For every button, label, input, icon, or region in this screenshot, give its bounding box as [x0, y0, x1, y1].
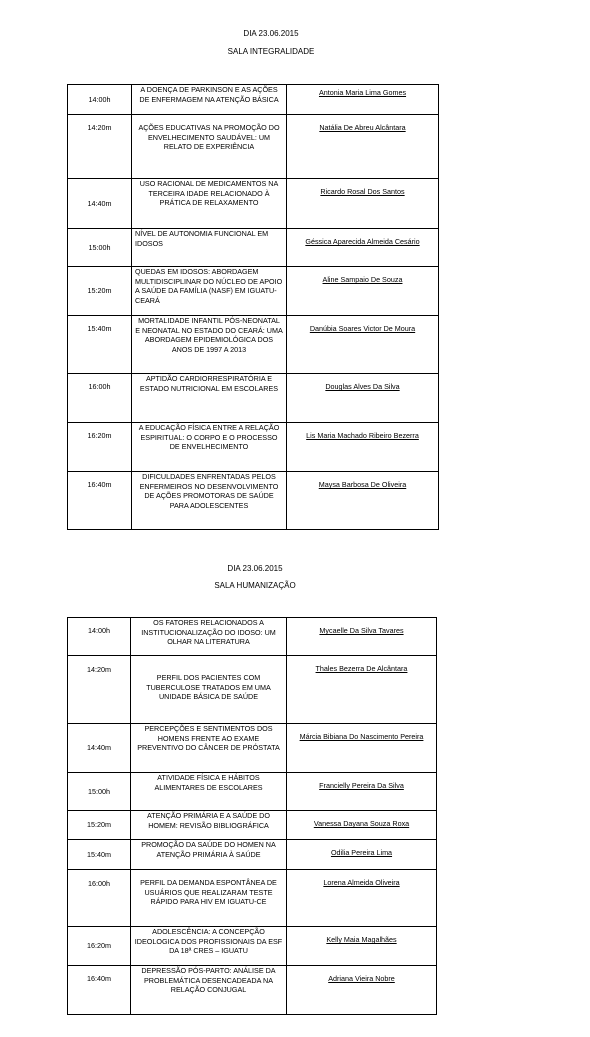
title-text: DEPRESSÃO PÓS-PARTO: ANÁLISE DA PROBLEMÁTICA DESENCADEADA NA RELAÇÃO CONJUGAL [141, 966, 276, 995]
author-link[interactable]: Kelly Maia Magalhães [326, 935, 397, 944]
title-text: AÇÕES EDUCATIVAS NA PROMOÇÃO DO ENVELHECIMENTO SAUDÁVEL: UM RELATO DE EXPERIÊNCIA [138, 123, 280, 152]
table-row [68, 724, 437, 773]
author-cell [287, 811, 437, 840]
time-cell: 16:00h [68, 870, 131, 927]
title-text: A DOENÇA DE PARKINSON E AS AÇÕES DE ENFERMAGEM NA ATENÇÃO BÁSICA [139, 85, 279, 104]
title-cell [131, 724, 287, 773]
author-link[interactable]: Danúbia Soares Victor De Moura [309, 324, 416, 333]
title-cell [132, 472, 287, 530]
time-cell: 14:00h [68, 85, 132, 115]
session-date: DIA 23.06.2015 [227, 564, 283, 573]
title-cell [132, 85, 287, 115]
author-cell [287, 85, 439, 115]
title-cell [132, 115, 287, 179]
time-cell: 15:20m [68, 267, 132, 316]
table-row [68, 811, 437, 840]
author-link[interactable]: Lis Maria Machado Ribeiro Bezerra [306, 431, 419, 440]
author-cell [287, 656, 437, 724]
title-cell [131, 927, 287, 966]
title-cell [131, 773, 287, 811]
author-link[interactable]: Márcia Bibiana Do Nascimento Pereira [299, 732, 424, 741]
author-link[interactable]: Francielly Pereira Da Silva [319, 781, 404, 790]
table-row [68, 179, 439, 229]
author-cell [287, 840, 437, 870]
author-link[interactable]: Maysa Barbosa De Oliveira [318, 480, 407, 489]
author-link[interactable]: Géssica Aparecida Almeida Cesário [305, 237, 420, 246]
time-cell: 14:00h [68, 618, 131, 656]
table-row [68, 773, 437, 811]
table-row [68, 229, 439, 267]
time-cell: 14:40m [68, 179, 132, 229]
title-cell [132, 423, 287, 472]
time-cell: 16:40m [68, 966, 131, 1015]
title-text: PERFIL DA DEMANDA ESPONTÂNEA DE USUÁRIOS QUE REALIZARAM TESTE RÁPIDO PARA HIV EM IGUATU-CE [140, 878, 277, 907]
title-cell [132, 374, 287, 423]
author-link[interactable]: Lorena Almeida Oliveira [323, 878, 400, 887]
author-link[interactable]: Thales Bezerra De Alcântara [315, 664, 408, 673]
title-cell [132, 267, 287, 316]
table-row [68, 472, 439, 530]
author-link[interactable]: Mycaelle Da Silva Tavares [319, 626, 404, 635]
author-cell [287, 618, 437, 656]
table-row [68, 267, 439, 316]
time-cell: 16:40m [68, 472, 132, 530]
title-text: DIFICULDADES ENFRENTADAS PELOS ENFERMEIROS NO DESENVOLVIMENTO DE AÇÕES PROMOTORAS DE SAÚDE PARA ADOLESCENTES [139, 472, 279, 510]
time-cell: 14:20m [68, 656, 131, 724]
title-cell [131, 618, 287, 656]
author-link[interactable]: Aline Sampaio De Souza [322, 275, 403, 284]
table-row [68, 85, 439, 115]
session-date: DIA 23.06.2015 [243, 29, 299, 38]
time-cell: 16:20m [68, 927, 131, 966]
table-row [68, 618, 437, 656]
author-link[interactable]: Douglas Alves Da Silva [325, 382, 400, 391]
author-link[interactable]: Antonia Maria Lima Gomes [318, 88, 407, 97]
title-cell [131, 966, 287, 1015]
title-text: NÍVEL DE AUTONOMIA FUNCIONAL EM IDOSOS [135, 229, 269, 248]
table-row [68, 316, 439, 374]
table-row [68, 870, 437, 927]
author-cell [287, 316, 439, 374]
author-cell [287, 927, 437, 966]
author-cell [287, 374, 439, 423]
title-cell [131, 870, 287, 927]
title-cell [132, 179, 287, 229]
schedule-table-humanizacao [67, 617, 437, 1015]
author-link[interactable]: Natália De Abreu Alcântara [319, 123, 406, 132]
author-cell [287, 472, 439, 530]
author-link[interactable]: Ricardo Rosal Dos Santos [320, 187, 405, 196]
title-text: PERCEPÇÕES E SENTIMENTOS DOS HOMENS FRENTE AO EXAME PREVENTIVO DO CÂNCER DE PRÓSTATA [137, 724, 280, 753]
session-room: SALA INTEGRALIDADE [227, 47, 315, 56]
time-cell: 14:40m [68, 724, 131, 773]
author-cell [287, 966, 437, 1015]
title-cell [131, 656, 287, 724]
title-text: PERFIL DOS PACIENTES COM TUBERCULOSE TRATADOS EM UMA UNIDADE BÁSICA DE SAÚDE [146, 673, 271, 702]
title-text: A EDUCAÇÃO FÍSICA ENTRE A RELAÇÃO ESPIRITUAL: O CORPO E O PROCESSO DE ENVELHECIMENTO [138, 423, 280, 452]
author-cell [287, 870, 437, 927]
time-cell: 15:00h [68, 229, 132, 267]
title-cell [131, 811, 287, 840]
time-cell: 15:40m [68, 316, 132, 374]
title-text: ATIVIDADE FÍSICA E HÁBITOS ALIMENTARES DE ESCOLARES [154, 773, 263, 792]
time-cell: 16:00h [68, 374, 132, 423]
title-cell [132, 229, 287, 267]
title-cell [132, 316, 287, 374]
title-text: ATENÇÃO PRIMÁRIA E A SAÚDE DO HOMEM: REVISÃO BIBLIOGRÁFICA [147, 811, 270, 830]
table-row [68, 840, 437, 870]
author-cell [287, 423, 439, 472]
title-text: APTIDÃO CARDIORRESPIRATÓRIA E ESTADO NUTRICIONAL EM ESCOLARES [139, 374, 279, 393]
table-row [68, 927, 437, 966]
table-row [68, 374, 439, 423]
author-link[interactable]: Odilia Pereira Lima [330, 848, 393, 857]
author-cell [287, 773, 437, 811]
title-text: MORTALIDADE INFANTIL PÓS-NEONATAL E NEONATAL NO ESTADO DO CEARÁ: UMA ABORDAGEM EPIDEMIOLÓGICA DOS ANOS DE 1997 A 2013 [135, 316, 283, 354]
table-row [68, 423, 439, 472]
table-row [68, 656, 437, 724]
author-cell [287, 229, 439, 267]
author-cell [287, 724, 437, 773]
title-text: ADOLESCÊNCIA: A CONCEPÇÃO IDEOLOGICA DOS PROFISSIONAIS DA ESF DA 18ª CRES – IGUATU [134, 927, 283, 956]
title-text: PROMOÇÃO DA SAÚDE DO HOMEN NA ATENÇÃO PRIMÁRIA À SAÚDE [141, 840, 276, 859]
table-row [68, 115, 439, 179]
title-text: USO RACIONAL DE MEDICAMENTOS NA TERCEIRA IDADE RELACIONADO À PRÁTICA DE RELAXAMENTO [139, 179, 279, 208]
session-room: SALA HUMANIZAÇÃO [214, 581, 296, 590]
author-link[interactable]: Vanessa Dayana Souza Roxa [313, 819, 410, 828]
author-link[interactable]: Adriana Vieira Nobre [328, 974, 395, 983]
table-row [68, 966, 437, 1015]
time-cell: 15:00h [68, 773, 131, 811]
schedule-table-integralidade [67, 84, 439, 530]
time-cell: 16:20m [68, 423, 132, 472]
author-cell [287, 179, 439, 229]
time-cell: 15:40m [68, 840, 131, 870]
title-cell [131, 840, 287, 870]
time-cell: 15:20m [68, 811, 131, 840]
time-cell: 14:20m [68, 115, 132, 179]
author-cell [287, 115, 439, 179]
author-cell [287, 267, 439, 316]
title-text: OS FATORES RELACIONADOS A INSTITUCIONALIZAÇÃO DO IDOSO: UM OLHAR NA LITERATURA [141, 618, 276, 647]
title-text: QUEDAS EM IDOSOS: ABORDAGEM MULTIDISCIPLINAR DO NÚCLEO DE APOIO A SAÚDE DA FAMÍLIA (NASF) EM IGUATU-CEARÁ [135, 267, 283, 305]
